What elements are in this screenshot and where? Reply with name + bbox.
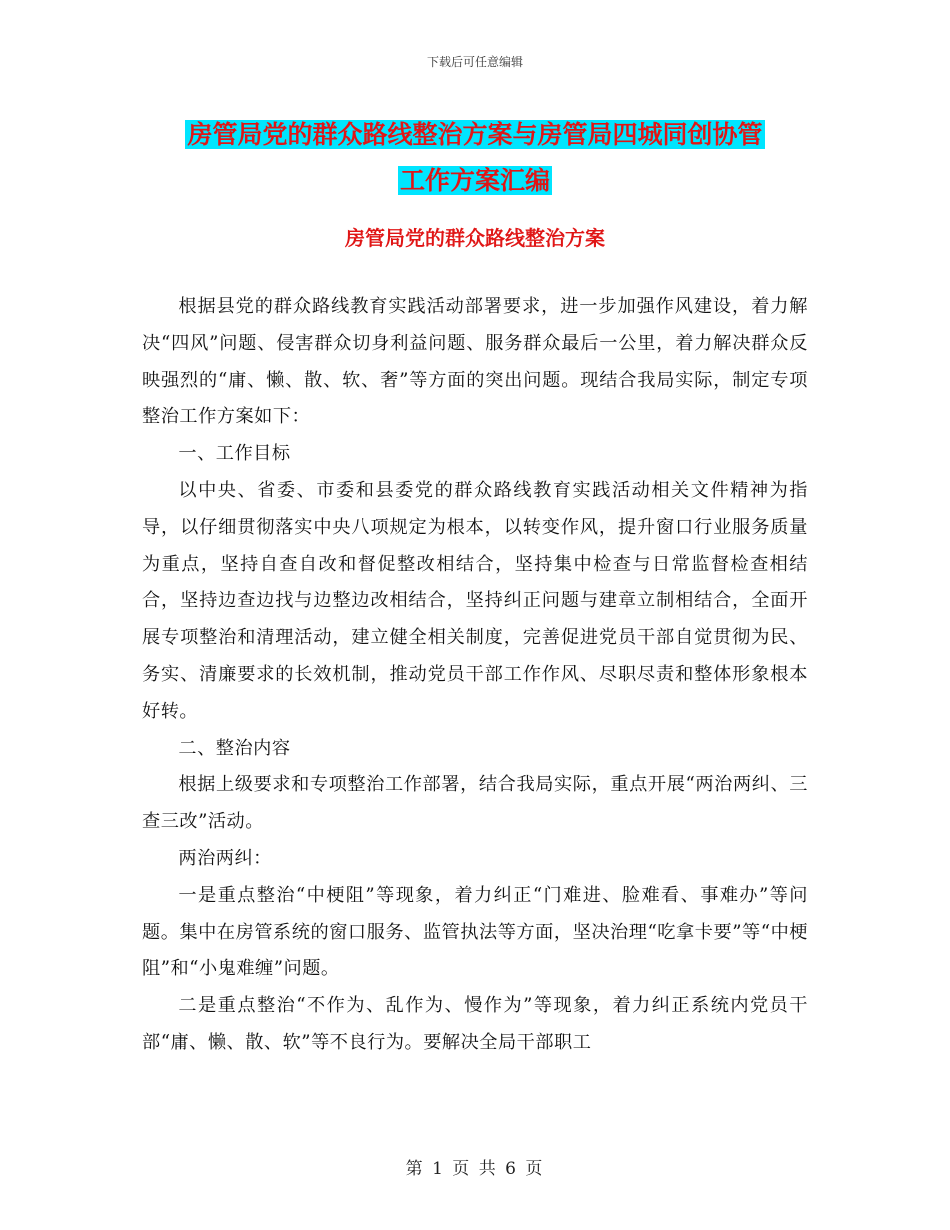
paragraph: 以中央、省委、市委和县委党的群众路线教育实践活动相关文件精神为指导，以仔细贯彻落实中央八项规定为根本，以转变作风，提升窗口行业服务质量为重点，坚持自查自改和督促整改相结合，坚持集中检查与日常监督检查相结合，坚持边查边找与边整边改相结合，坚持纠正问题与建章立制相结合，全面开展专项整治和清理活动，建立健全相关制度，完善促进党员干部自觉贯彻为民、务实、清廉要求的长效机制，推动党员干部工作作风、尽职尽责和整体形象根本好转。: [142, 479, 808, 722]
paragraph-heading: 一、工作目标: [178, 443, 291, 465]
section-title: 房管局党的群众路线整治方案: [345, 226, 605, 250]
paragraph: 二是重点整治“不作为、乱作为、慢作为”等现象，着力纠正系统内党员干部“庸、懒、散、软”等不良行为。要解决全局干部职工: [142, 995, 808, 1053]
document-title: [0, 112, 950, 204]
document-body: [142, 289, 808, 1062]
paragraph: 根据上级要求和专项整治工作部署，结合我局实际，重点开展“两治两纠、三查三改”活动。: [142, 774, 808, 833]
title-line-1: 房管局党的群众路线整治方案与房管局四城同创协管: [187, 120, 763, 149]
paragraph: 根据县党的群众路线教育实践活动部署要求，进一步加强作风建设，着力解决“四风”问题、侵害群众切身利益问题、服务群众最后一公里，着力解决群众反映强烈的“庸、懒、散、软、奢”等方面的突出问题。现结合我局实际，制定专项整治工作方案如下：: [142, 296, 808, 428]
header-note: 下载后可任意编辑: [426, 55, 523, 69]
paragraph-heading: 二、整治内容: [178, 737, 291, 759]
paragraph: 一是重点整治“中梗阻”等现象，着力纠正“门难进、脸难看、事难办”等问题。集中在房管系统的窗口服务、监管执法等方面，坚决治理“吃拿卡要”等“中梗阻”和“小鬼难缠”问题。: [142, 884, 808, 980]
title-line-2: 工作方案汇编: [399, 166, 550, 195]
page-footer: 第 1 页 共 6 页: [405, 1159, 545, 1179]
paragraph: 两治两纠：: [178, 847, 272, 869]
